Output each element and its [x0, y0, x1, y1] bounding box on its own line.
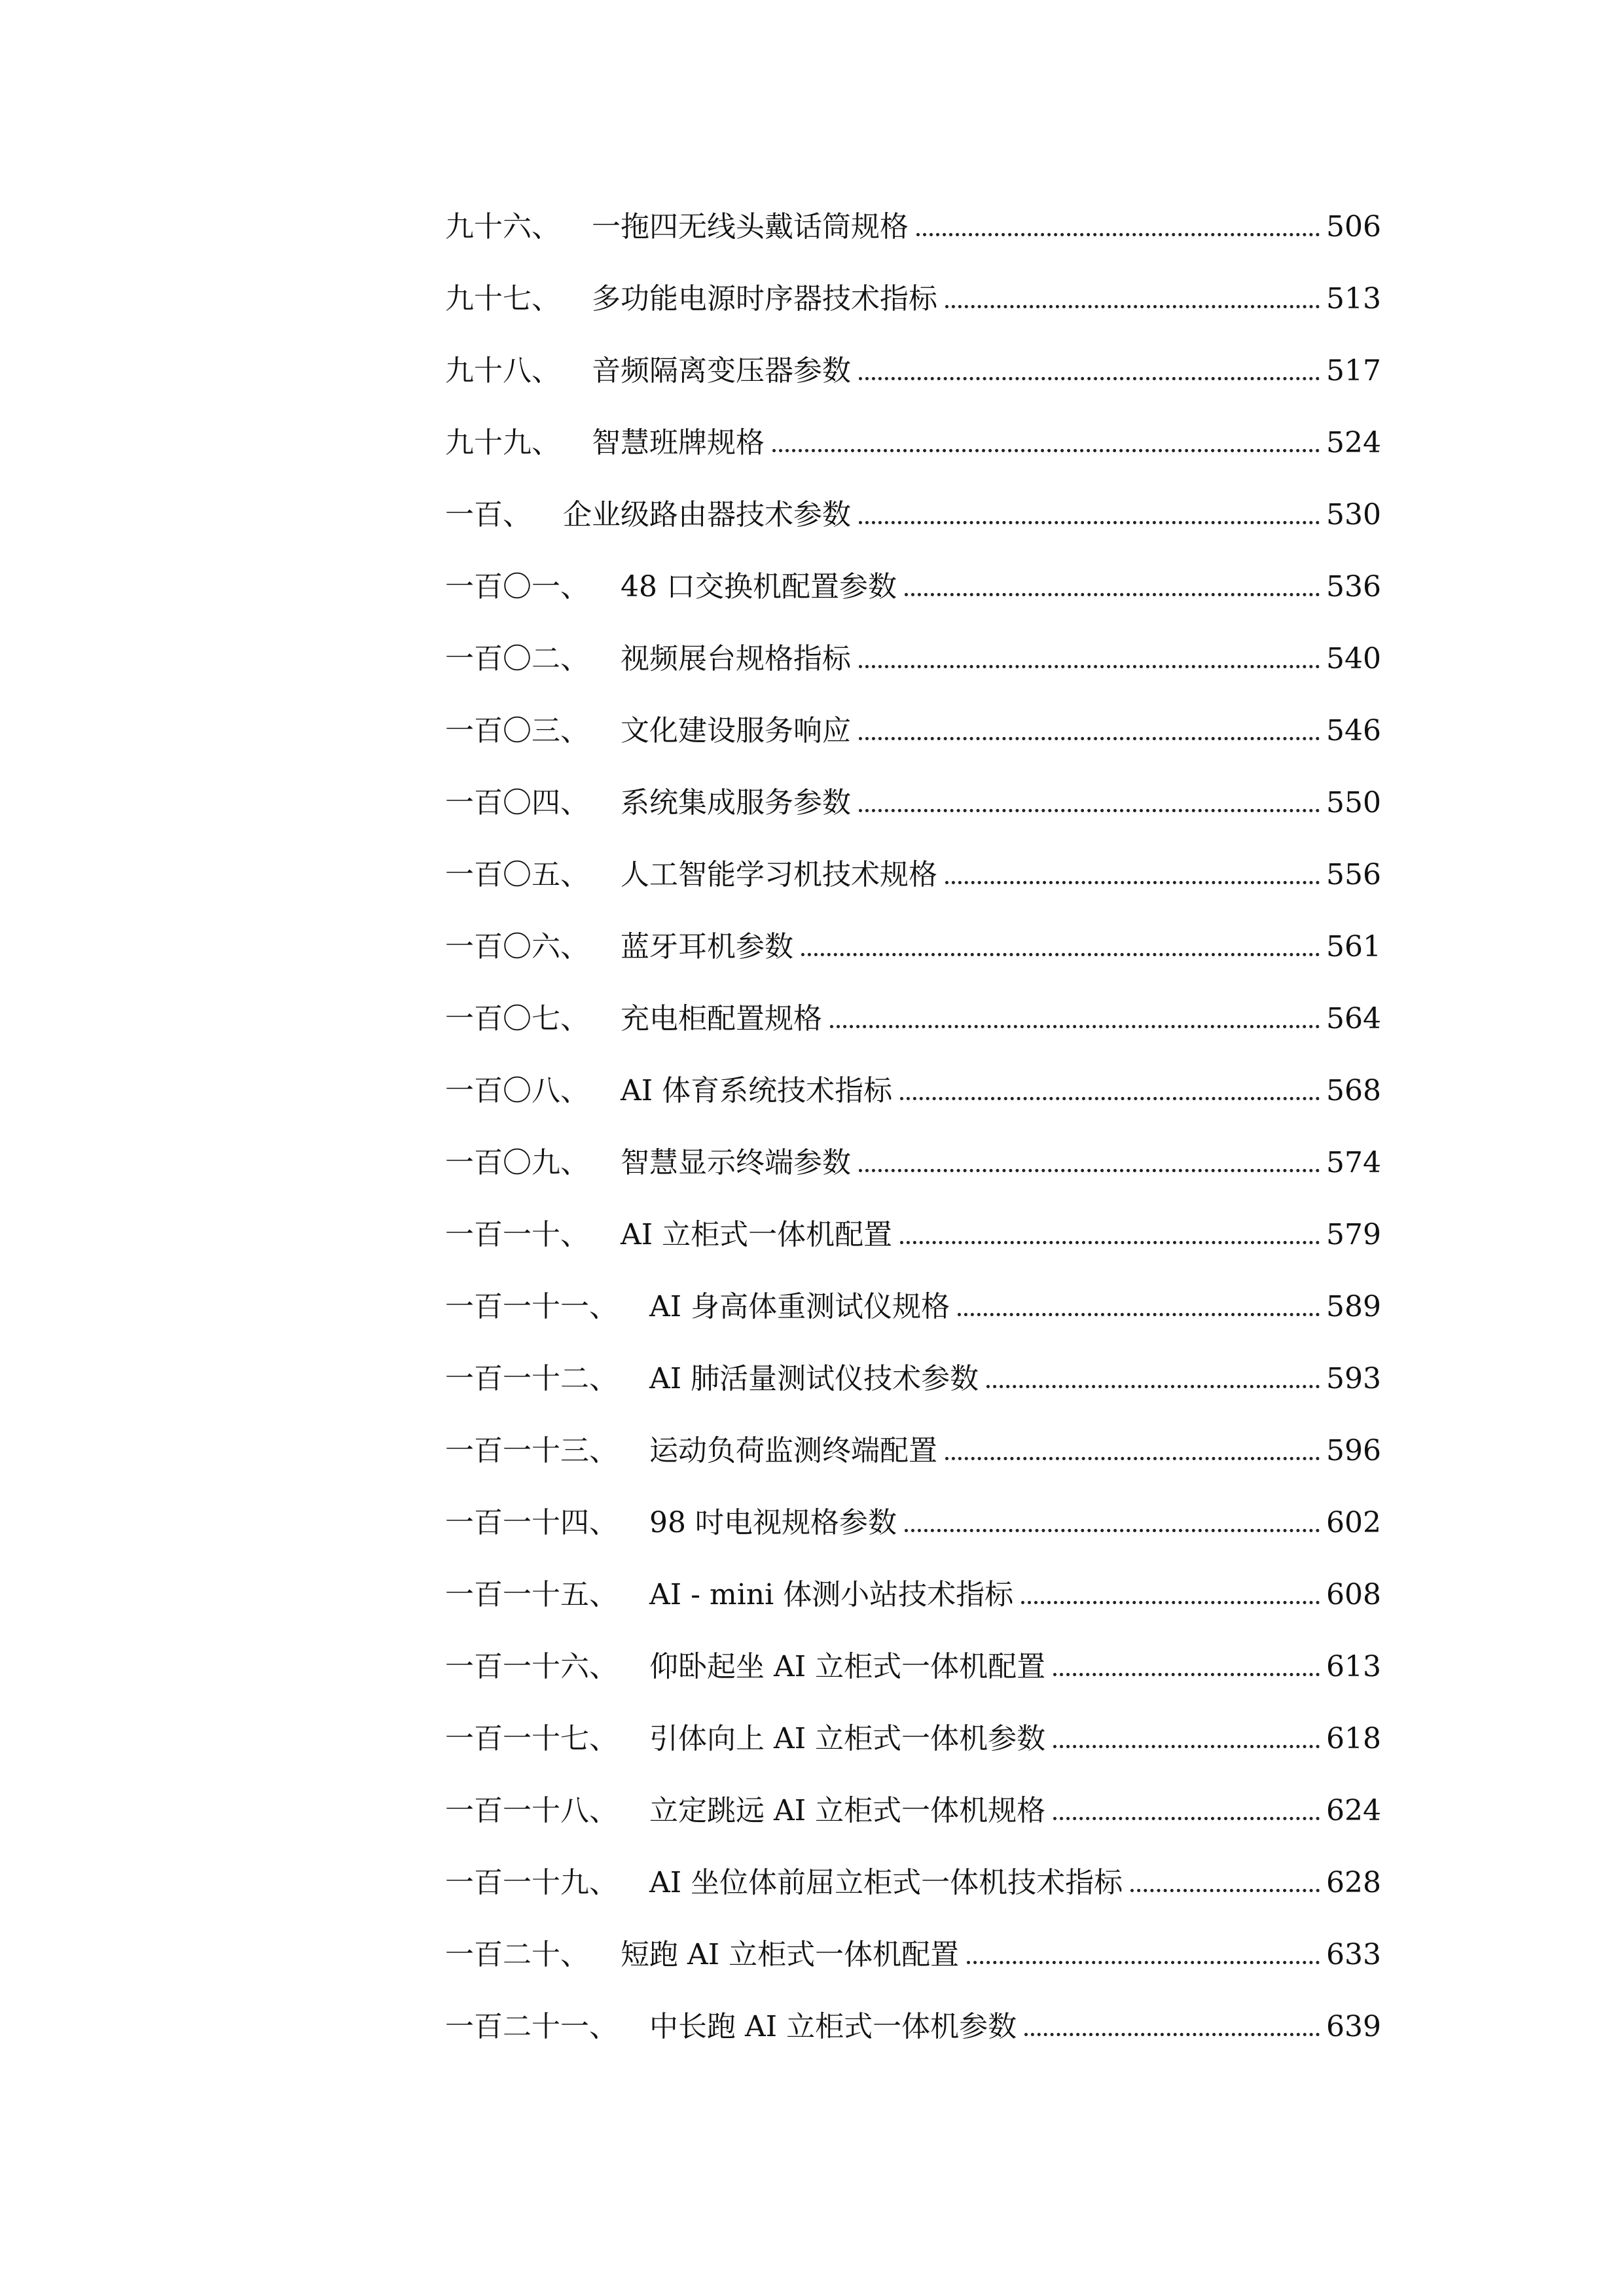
toc-entry-title: AI 体育系统技术指标 [621, 1074, 893, 1107]
toc-entry-page: 546 [1326, 714, 1381, 747]
toc-entry-page: 633 [1326, 1938, 1381, 1971]
dot-leader [958, 1293, 1320, 1321]
toc-entry-title: AI 肺活量测试仪技术参数 [649, 1362, 979, 1395]
toc-entry-number: 一百一十三、 [445, 1434, 618, 1467]
dot-leader [945, 1437, 1320, 1465]
toc-entry-page: 517 [1326, 354, 1381, 387]
toc-entry-number: 一百、 [445, 498, 532, 531]
toc-entry-number: 一百〇四、 [445, 786, 589, 819]
dot-leader [900, 1077, 1320, 1105]
toc-entry-title: AI 坐位体前屈立柜式一体机技术指标 [649, 1866, 1123, 1899]
toc-entry-title: 文化建设服务响应 [621, 714, 851, 747]
toc-entry-number: 一百一十八、 [445, 1794, 618, 1827]
toc-entry-number: 一百〇一、 [445, 570, 589, 603]
toc-entry-page: 624 [1326, 1794, 1381, 1827]
toc-entry-page: 589 [1326, 1290, 1381, 1323]
dot-leader [1053, 1725, 1320, 1753]
toc-entry-page: 568 [1326, 1074, 1381, 1107]
toc-entry-title: 企业级路由器技术参数 [563, 498, 851, 531]
toc-entry-page: 596 [1326, 1434, 1381, 1467]
dot-leader [859, 717, 1320, 745]
toc-entry-title: AI 身高体重测试仪规格 [649, 1290, 950, 1323]
dot-leader [830, 1005, 1320, 1033]
toc-entry-page: 618 [1326, 1722, 1381, 1755]
toc-entry-number: 一百一十七、 [445, 1722, 618, 1755]
toc-entry-title: AI - mini 体测小站技术指标 [649, 1578, 1014, 1611]
toc-entry-number: 一百〇二、 [445, 642, 589, 675]
dot-leader [801, 933, 1320, 961]
toc-entry[interactable] [445, 479, 1381, 551]
toc-entry-title: 仰卧起坐 AI 立柜式一体机配置 [649, 1650, 1046, 1683]
toc-entry-number: 九十六、 [445, 210, 560, 243]
toc-entry-title: 视频展台规格指标 [621, 642, 851, 675]
toc-entry[interactable] [445, 695, 1381, 767]
toc-entry[interactable] [445, 767, 1381, 839]
toc-entry[interactable] [445, 1487, 1381, 1559]
dot-leader [1053, 1797, 1320, 1825]
toc-entry[interactable] [445, 263, 1381, 335]
toc-entry-number: 一百二十一、 [445, 2010, 618, 2043]
toc-entry[interactable] [445, 1703, 1381, 1775]
toc-entry-page: 530 [1326, 498, 1381, 531]
toc-entry-page: 540 [1326, 642, 1381, 675]
toc-entry-page: 613 [1326, 1650, 1381, 1683]
toc-entry[interactable] [445, 1415, 1381, 1487]
toc-entry[interactable] [445, 1631, 1381, 1703]
toc-entry[interactable] [445, 1991, 1381, 2063]
toc-entry[interactable] [445, 1847, 1381, 1919]
toc-entry-number: 一百一十六、 [445, 1650, 618, 1683]
toc-entry-number: 一百一十一、 [445, 1290, 618, 1323]
dot-leader [859, 357, 1320, 386]
toc-entry[interactable] [445, 623, 1381, 695]
toc-entry[interactable] [445, 1919, 1381, 1991]
toc-entry-title: 人工智能学习机技术规格 [621, 858, 937, 891]
toc-entry-number: 九十八、 [445, 354, 560, 387]
toc-entry-title: 系统集成服务参数 [621, 786, 851, 819]
dot-leader [859, 645, 1320, 673]
toc-entry-number: 九十七、 [445, 282, 560, 315]
toc-entry-number: 一百二十、 [445, 1938, 589, 1971]
toc-entry[interactable] [445, 1199, 1381, 1271]
toc-entry[interactable] [445, 551, 1381, 623]
toc-entry-title: 引体向上 AI 立柜式一体机参数 [649, 1722, 1046, 1755]
toc-entry-page: 536 [1326, 570, 1381, 603]
toc-entry-number: 一百一十五、 [445, 1578, 618, 1611]
toc-entry-title: 中长跑 AI 立柜式一体机参数 [649, 2010, 1017, 2043]
toc-entry-number: 九十九、 [445, 426, 560, 459]
toc-entry-page: 561 [1326, 930, 1381, 963]
toc-entry-number: 一百一十四、 [445, 1506, 618, 1539]
toc-entry[interactable] [445, 1775, 1381, 1847]
toc-entry-number: 一百〇八、 [445, 1074, 589, 1107]
dot-leader [1130, 1869, 1320, 1897]
dot-leader [1024, 2013, 1320, 2041]
dot-leader [859, 1149, 1320, 1177]
toc-entry-number: 一百〇五、 [445, 858, 589, 891]
toc-entry-title: 多功能电源时序器技术指标 [592, 282, 937, 315]
dot-leader [1021, 1581, 1320, 1609]
toc-entry-page: 639 [1326, 2010, 1381, 2043]
dot-leader [772, 429, 1320, 457]
toc-entry[interactable] [445, 335, 1381, 407]
toc-entry-page: 593 [1326, 1362, 1381, 1395]
toc-entry-page: 628 [1326, 1866, 1381, 1899]
dot-leader [916, 213, 1320, 242]
toc-entry-title: 智慧显示终端参数 [621, 1146, 851, 1179]
toc-entry-page: 550 [1326, 786, 1381, 819]
toc-entry[interactable] [445, 839, 1381, 911]
toc-entry[interactable] [445, 1343, 1381, 1415]
dot-leader [967, 1941, 1320, 1969]
toc-entry-title: 蓝牙耳机参数 [621, 930, 793, 963]
toc-entry-number: 一百一十、 [445, 1218, 589, 1251]
toc-entry-page: 608 [1326, 1578, 1381, 1611]
toc-entry-number: 一百一十九、 [445, 1866, 618, 1899]
toc-entry-title: 立定跳远 AI 立柜式一体机规格 [649, 1794, 1046, 1827]
toc-entry-page: 564 [1326, 1002, 1381, 1035]
table-of-contents [445, 191, 1381, 2063]
toc-entry-page: 574 [1326, 1146, 1381, 1179]
toc-entry-number: 一百〇九、 [445, 1146, 589, 1179]
toc-entry[interactable] [445, 911, 1381, 983]
toc-entry-title: 运动负荷监测终端配置 [649, 1434, 937, 1467]
toc-entry[interactable] [445, 983, 1381, 1055]
toc-entry-page: 556 [1326, 858, 1381, 891]
toc-entry[interactable] [445, 1055, 1381, 1127]
toc-entry-page: 506 [1326, 210, 1381, 243]
dot-leader [1053, 1653, 1320, 1681]
toc-entry-page: 524 [1326, 426, 1381, 459]
toc-entry-number: 一百〇七、 [445, 1002, 589, 1035]
toc-entry-title: 一拖四无线头戴话筒规格 [592, 210, 909, 243]
toc-entry-page: 513 [1326, 282, 1381, 315]
toc-entry-page: 579 [1326, 1218, 1381, 1251]
dot-leader [900, 1221, 1320, 1249]
toc-entry-number: 一百〇六、 [445, 930, 589, 963]
toc-entry-title: 智慧班牌规格 [592, 426, 765, 459]
dot-leader [945, 285, 1320, 314]
toc-entry-number: 一百一十二、 [445, 1362, 618, 1395]
toc-entry-page: 602 [1326, 1506, 1381, 1539]
toc-entry-title: AI 立柜式一体机配置 [621, 1218, 893, 1251]
toc-entry[interactable] [445, 191, 1381, 263]
toc-entry[interactable] [445, 407, 1381, 479]
dot-leader [859, 789, 1320, 817]
toc-entry-title: 音频隔离变压器参数 [592, 354, 851, 387]
toc-entry[interactable] [445, 1271, 1381, 1343]
dot-leader [859, 501, 1320, 529]
dot-leader [986, 1365, 1320, 1393]
toc-entry-title: 48 口交换机配置参数 [621, 570, 897, 603]
dot-leader [905, 573, 1320, 601]
dot-leader [905, 1509, 1320, 1537]
toc-entry-title: 98 吋电视规格参数 [649, 1506, 897, 1539]
toc-entry[interactable] [445, 1127, 1381, 1199]
toc-entry[interactable] [445, 1559, 1381, 1631]
dot-leader [945, 861, 1320, 889]
toc-entry-number: 一百〇三、 [445, 714, 589, 747]
toc-entry-title: 短跑 AI 立柜式一体机配置 [621, 1938, 960, 1971]
toc-entry-title: 充电柜配置规格 [621, 1002, 822, 1035]
